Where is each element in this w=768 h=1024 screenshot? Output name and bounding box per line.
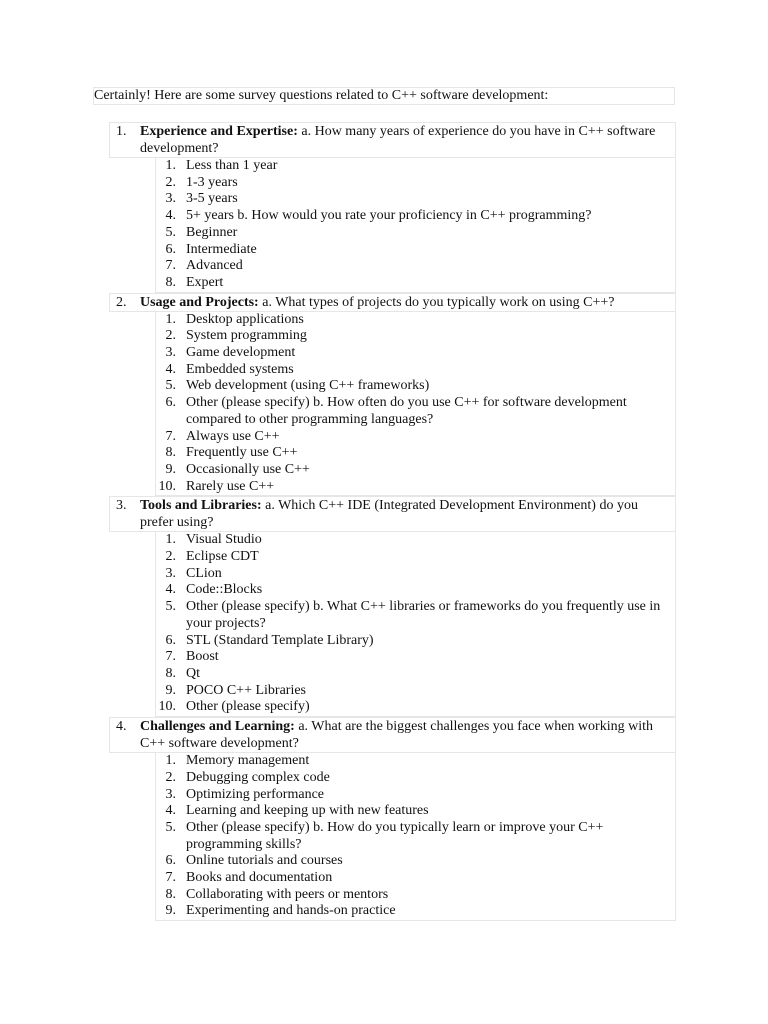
option-number: 4. [165, 361, 176, 377]
option-number: 2. [165, 549, 176, 565]
option-text: CLion [186, 565, 222, 581]
survey-section [109, 496, 676, 717]
option-number: 6. [165, 853, 176, 869]
option-number: 5. [165, 599, 176, 615]
answer-option [156, 599, 675, 632]
option-number: 2. [165, 769, 176, 785]
option-text: Desktop applications [186, 311, 304, 327]
option-number: 4. [165, 208, 176, 224]
answer-option [156, 328, 675, 345]
option-text: Other (please specify) b. How often do you use C++ for software development compared to other programming languages? [186, 395, 627, 427]
option-text: POCO C++ Libraries [186, 682, 307, 698]
answer-option [156, 532, 675, 549]
option-text: Expert [186, 274, 224, 290]
survey-section [109, 717, 676, 921]
section-question: a. What types of projects do you typically work on using C++? [258, 294, 615, 310]
option-number: 8. [165, 445, 176, 461]
answer-option [156, 191, 675, 208]
option-text: Advanced [186, 258, 243, 274]
option-text: Experimenting and hands-on practice [186, 903, 396, 919]
option-number: 6. [165, 395, 176, 411]
section-heading [109, 496, 676, 532]
answer-option [156, 649, 675, 666]
answer-option [156, 225, 675, 242]
option-text: Frequently use C++ [186, 445, 298, 461]
option-text: Learning and keeping up with new features [186, 803, 429, 819]
option-text: Other (please specify) [186, 699, 310, 715]
option-text: Web development (using C++ frameworks) [186, 378, 430, 394]
option-number: 5. [165, 224, 176, 240]
answer-option [156, 158, 675, 175]
option-number: 8. [165, 274, 176, 290]
option-number: 2. [165, 328, 176, 344]
option-text: Eclipse CDT [186, 549, 259, 565]
answer-option [156, 208, 675, 225]
survey-section [109, 293, 676, 497]
section-heading [109, 122, 676, 158]
option-number: 1. [165, 753, 176, 769]
answer-list [155, 532, 676, 717]
option-number: 1. [165, 532, 176, 548]
option-number: 9. [165, 461, 176, 477]
option-text: Less than 1 year [186, 158, 278, 173]
answer-option [156, 312, 675, 329]
answer-option [156, 887, 675, 904]
answer-option [156, 753, 675, 770]
option-text: Occasionally use C++ [186, 461, 310, 477]
option-number: 5. [165, 378, 176, 394]
option-number: 6. [165, 632, 176, 648]
section-number: 3. [116, 498, 127, 514]
answer-option [156, 582, 675, 599]
survey-section [109, 122, 676, 293]
answer-option [156, 378, 675, 395]
section-question: a. What are the biggest challenges you face when working with C++ software development? [140, 719, 653, 752]
option-number: 6. [165, 241, 176, 257]
answer-option [156, 770, 675, 787]
option-text: STL (Standard Template Library) [186, 632, 374, 648]
option-number: 10. [158, 478, 176, 494]
option-number: 3. [165, 191, 176, 207]
answer-option [156, 683, 675, 700]
option-number: 1. [165, 158, 176, 173]
answer-option [156, 445, 675, 462]
answer-list [155, 312, 676, 497]
option-text: Collaborating with peers or mentors [186, 886, 389, 902]
intro-text: Certainly! Here are some survey questions related to C++ software development: [93, 87, 675, 105]
option-number: 9. [165, 682, 176, 698]
option-number: 4. [165, 582, 176, 598]
answer-list [155, 158, 676, 293]
option-text: Intermediate [186, 241, 257, 257]
option-text: Rarely use C++ [186, 478, 275, 494]
option-text: Embedded systems [186, 361, 294, 377]
option-number: 8. [165, 886, 176, 902]
option-text: Boost [186, 649, 219, 665]
section-heading [109, 717, 676, 753]
section-question: a. How many years of experience do you have in C++ software development? [140, 124, 656, 156]
answer-option [156, 345, 675, 362]
section-title: Tools and Libraries: [140, 498, 262, 514]
answer-option [156, 395, 675, 428]
option-number: 9. [165, 903, 176, 919]
section-title: Challenges and Learning: [140, 719, 295, 735]
answer-option [156, 803, 675, 820]
option-number: 8. [165, 665, 176, 681]
option-text: Beginner [186, 224, 238, 240]
option-text: Debugging complex code [186, 769, 330, 785]
option-text: Online tutorials and courses [186, 853, 343, 869]
option-text: Always use C++ [186, 428, 280, 444]
answer-option [156, 258, 675, 275]
option-number: 7. [165, 258, 176, 274]
answer-option [156, 870, 675, 887]
answer-option [156, 429, 675, 446]
section-number: 2. [116, 294, 127, 310]
answer-option [156, 362, 675, 379]
option-text: Other (please specify) b. How do you typically learn or improve your C++ programming skills? [186, 819, 604, 852]
answer-option [156, 275, 675, 292]
answer-option [156, 479, 675, 496]
option-number: 2. [165, 174, 176, 190]
survey-sections [109, 122, 676, 921]
answer-option [156, 175, 675, 192]
answer-option [156, 903, 675, 920]
section-number: 1. [116, 124, 127, 139]
answer-option [156, 853, 675, 870]
option-number: 10. [158, 699, 176, 715]
answer-list [155, 753, 676, 921]
option-number: 7. [165, 428, 176, 444]
option-number: 5. [165, 819, 176, 835]
option-number: 3. [165, 345, 176, 361]
option-text: Books and documentation [186, 870, 333, 886]
answer-option [156, 666, 675, 683]
option-text: Qt [186, 665, 200, 681]
option-number: 7. [165, 649, 176, 665]
option-text: 5+ years b. How would you rate your proficiency in C++ programming? [186, 208, 592, 224]
option-text: Other (please specify) b. What C++ libraries or frameworks do you frequently use in your projects? [186, 599, 661, 631]
section-title: Experience and Expertise: [140, 124, 298, 139]
section-question: a. Which C++ IDE (Integrated Development Environment) do you prefer using? [140, 498, 638, 531]
answer-option [156, 462, 675, 479]
option-text: Visual Studio [186, 532, 262, 548]
section-number: 4. [116, 719, 127, 735]
answer-option [156, 820, 675, 853]
option-number: 1. [165, 311, 176, 327]
option-text: Optimizing performance [186, 786, 325, 802]
answer-option [156, 242, 675, 259]
option-text: Code::Blocks [186, 582, 263, 598]
option-text: Memory management [186, 753, 310, 769]
option-number: 3. [165, 786, 176, 802]
answer-option [156, 633, 675, 650]
section-title: Usage and Projects: [140, 294, 259, 310]
answer-option [156, 566, 675, 583]
option-text: System programming [186, 328, 307, 344]
section-heading [109, 293, 676, 312]
option-number: 3. [165, 565, 176, 581]
answer-option [156, 549, 675, 566]
answer-option [156, 787, 675, 804]
answer-option [156, 699, 675, 716]
option-text: 1-3 years [186, 174, 238, 190]
option-text: 3-5 years [186, 191, 238, 207]
option-number: 4. [165, 803, 176, 819]
option-text: Game development [186, 345, 296, 361]
option-number: 7. [165, 870, 176, 886]
